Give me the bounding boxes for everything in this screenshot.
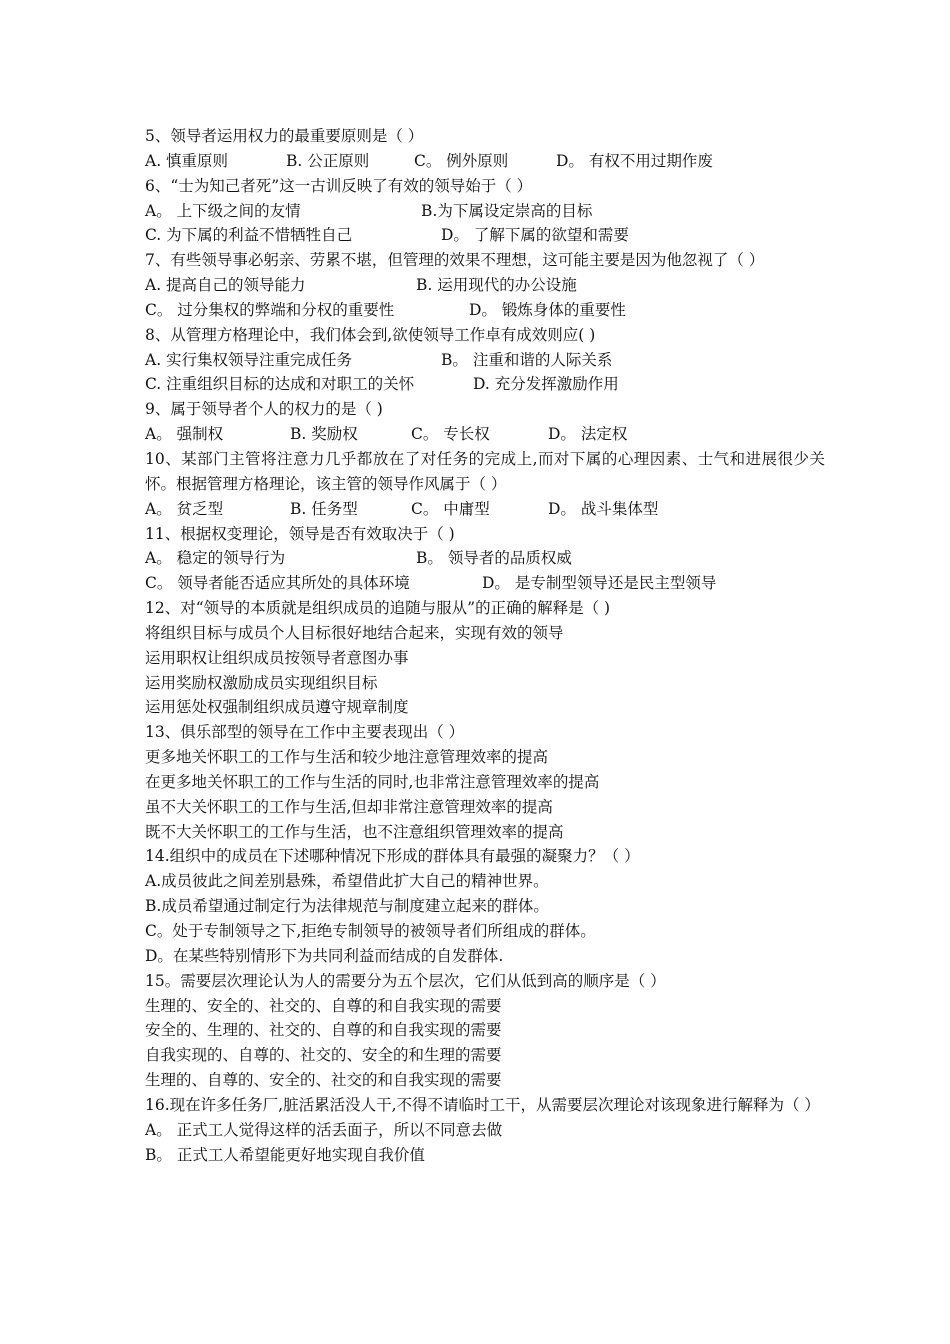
question-12-option-a: 将组织目标与成员个人目标很好地结合起来，实现有效的领导	[145, 623, 564, 642]
question-11-stem: 11、根据权变理论，领导是否有效取决于（ )	[145, 524, 455, 543]
question-12-stem: 12、对“领导的本质就是组织成员的追随与服从”的正确的解释是（ )	[145, 599, 611, 618]
question-12-option-c: 运用奖励权激励成员实现组织目标	[145, 673, 378, 692]
question-8-options-row-2	[145, 372, 825, 397]
question-10-options	[145, 497, 825, 522]
question-10-option-a: A。 贫乏型	[145, 499, 224, 518]
question-15-option-c: 自我实现的、自尊的、社交的、安全的和生理的需要	[145, 1046, 502, 1065]
question-16-stem: 16.现在许多任务厂,脏活累活没人干,不得不请临时工干，从需要层次理论对该现象进行解释为（ ）	[145, 1095, 820, 1114]
question-7-option-b: B. 运用现代的办公设施	[416, 276, 577, 295]
question-11-option-b: B。 领导者的品质权威	[416, 549, 572, 568]
question-5-option-d: D。 有权不用过期作废	[556, 151, 713, 170]
question-14-stem: 14.组织中的成员在下述哪种情况下形成的群体具有最强的凝聚力？（ ）	[145, 847, 640, 866]
question-7-options-row-2	[145, 298, 825, 323]
question-13-option-d: 既不大关怀职工的工作与生活，也不注意组织管理效率的提高	[145, 822, 564, 841]
question-6-options-row-1	[145, 199, 825, 224]
question-16-option-b: B。 正式工人希望能更好地实现自我价值	[145, 1145, 425, 1164]
question-7-option-a: A. 提高自己的领导能力	[145, 276, 306, 295]
question-14-option-b: B.成员希望通过制定行为法律规范与制度建立起来的群体。	[145, 897, 549, 916]
question-9-stem: 9、属于领导者个人的权力的是（ )	[145, 400, 383, 419]
question-8-options-row-1	[145, 348, 825, 373]
question-5-option-a: A. 慎重原则	[145, 151, 229, 170]
question-5-option-b: B. 公正原则	[286, 151, 370, 170]
question-11-option-d: D。 是专制型领导还是民主型领导	[482, 574, 717, 593]
question-14-option-a: A.成员彼此之间差别悬殊，希望借此扩大自己的精神世界。	[145, 872, 549, 891]
question-5-stem: 5、领导者运用权力的最重要原则是（ ）	[145, 127, 424, 145]
question-11-options-row-1	[145, 546, 825, 571]
question-13-stem: 13、俱乐部型的领导在工作中主要表现出（ ）	[145, 723, 465, 742]
question-15-option-b: 安全的、生理的、社交的、自尊的和自我实现的需要	[145, 1021, 502, 1040]
question-5-option-c: C。 例外原则	[414, 151, 509, 170]
question-15-option-a: 生理的、安全的、社交的、自尊的和自我实现的需要	[145, 996, 502, 1015]
question-10-option-d: D。 战斗集体型	[548, 499, 659, 518]
question-7-option-c: C。 过分集权的弊端和分权的重要性	[145, 300, 395, 319]
document-page	[145, 124, 825, 1167]
question-7-options-row-1	[145, 273, 825, 298]
question-11-option-a: A。 稳定的领导行为	[145, 549, 286, 568]
question-12-option-b: 运用职权让组织成员按领导者意图办事	[145, 648, 409, 667]
question-16-option-a: A。 正式工人觉得这样的活丢面子，所以不同意去做	[145, 1120, 503, 1139]
question-6-option-a: A。 上下级之间的友情	[145, 201, 301, 220]
question-13-option-a: 更多地关怀职工的工作与生活和较少地注意管理效率的提高	[145, 748, 549, 767]
question-6-option-d: D。 了解下属的欲望和需要	[441, 226, 629, 245]
question-14-option-c: C。处于专制领导之下,拒绝专制领导的被领导者们所组成的群体。	[145, 922, 596, 940]
question-9-option-a: A。 强制权	[145, 425, 224, 444]
question-14-option-d: D。在某些特别情形下为共同利益而结成的自发群体.	[145, 946, 504, 965]
question-13-option-b: 在更多地关怀职工的工作与生活的同时,也非常注意管理效率的提高	[145, 772, 600, 791]
question-15-stem: 15。需要层次理论认为人的需要分为五个层次，它们从低到高的顺序是（ ）	[145, 971, 666, 990]
question-6-stem: 6、“士为知己者死”这一古训反映了有效的领导始于（ ）	[145, 176, 533, 195]
question-7-stem: 7、有些领导事必躬亲、劳累不堪，但管理的效果不理想，这可能主要是因为他忽视了（ ）	[145, 251, 765, 270]
question-8-option-a: A. 实行集权领导注重完成任务	[145, 350, 353, 369]
question-8-option-b: B。 注重和谐的人际关系	[441, 350, 613, 369]
question-10-option-c: C。 中庸型	[411, 499, 490, 518]
question-9-option-c: C。 专长权	[411, 425, 490, 444]
question-11-options-row-2	[145, 571, 825, 596]
question-7-option-d: D。 锻炼身体的重要性	[469, 300, 626, 319]
question-15-option-d: 生理的、自尊的、安全的、社交的和自我实现的需要	[145, 1071, 502, 1090]
question-13-option-c: 虽不大关怀职工的工作与生活,但却非常注意管理效率的提高	[145, 797, 553, 816]
question-6-options-row-2	[145, 223, 825, 248]
question-9-option-b: B. 奖励权	[290, 425, 358, 444]
question-5-options	[145, 149, 825, 174]
question-6-option-c: C. 为下属的利益不惜牺牲自己	[145, 226, 353, 245]
question-8-stem: 8、从管理方格理论中，我们体会到,欲使领导工作卓有成效则应( )	[145, 325, 596, 344]
question-9-option-d: D。 法定权	[548, 425, 628, 444]
question-9-options	[145, 422, 825, 447]
question-8-option-c: C. 注重组织目标的达成和对职工的关怀	[145, 375, 415, 394]
question-10-option-b: B. 任务型	[290, 499, 358, 518]
question-10-stem: 10、某部门主管将注意力几乎都放在了对任务的完成上,而对下属的心理因素、士气和进展很少关怀。根据管理方格理论，该主管的领导作风属于（ ）	[145, 449, 825, 493]
question-12-option-d: 运用惩处权强制组织成员遵守规章制度	[145, 698, 409, 717]
question-6-option-b: B.为下属设定崇高的目标	[421, 201, 593, 220]
question-11-option-c: C。 领导者能否适应其所处的具体环境	[145, 574, 410, 593]
question-8-option-d: D. 充分发挥激励作用	[473, 375, 619, 394]
